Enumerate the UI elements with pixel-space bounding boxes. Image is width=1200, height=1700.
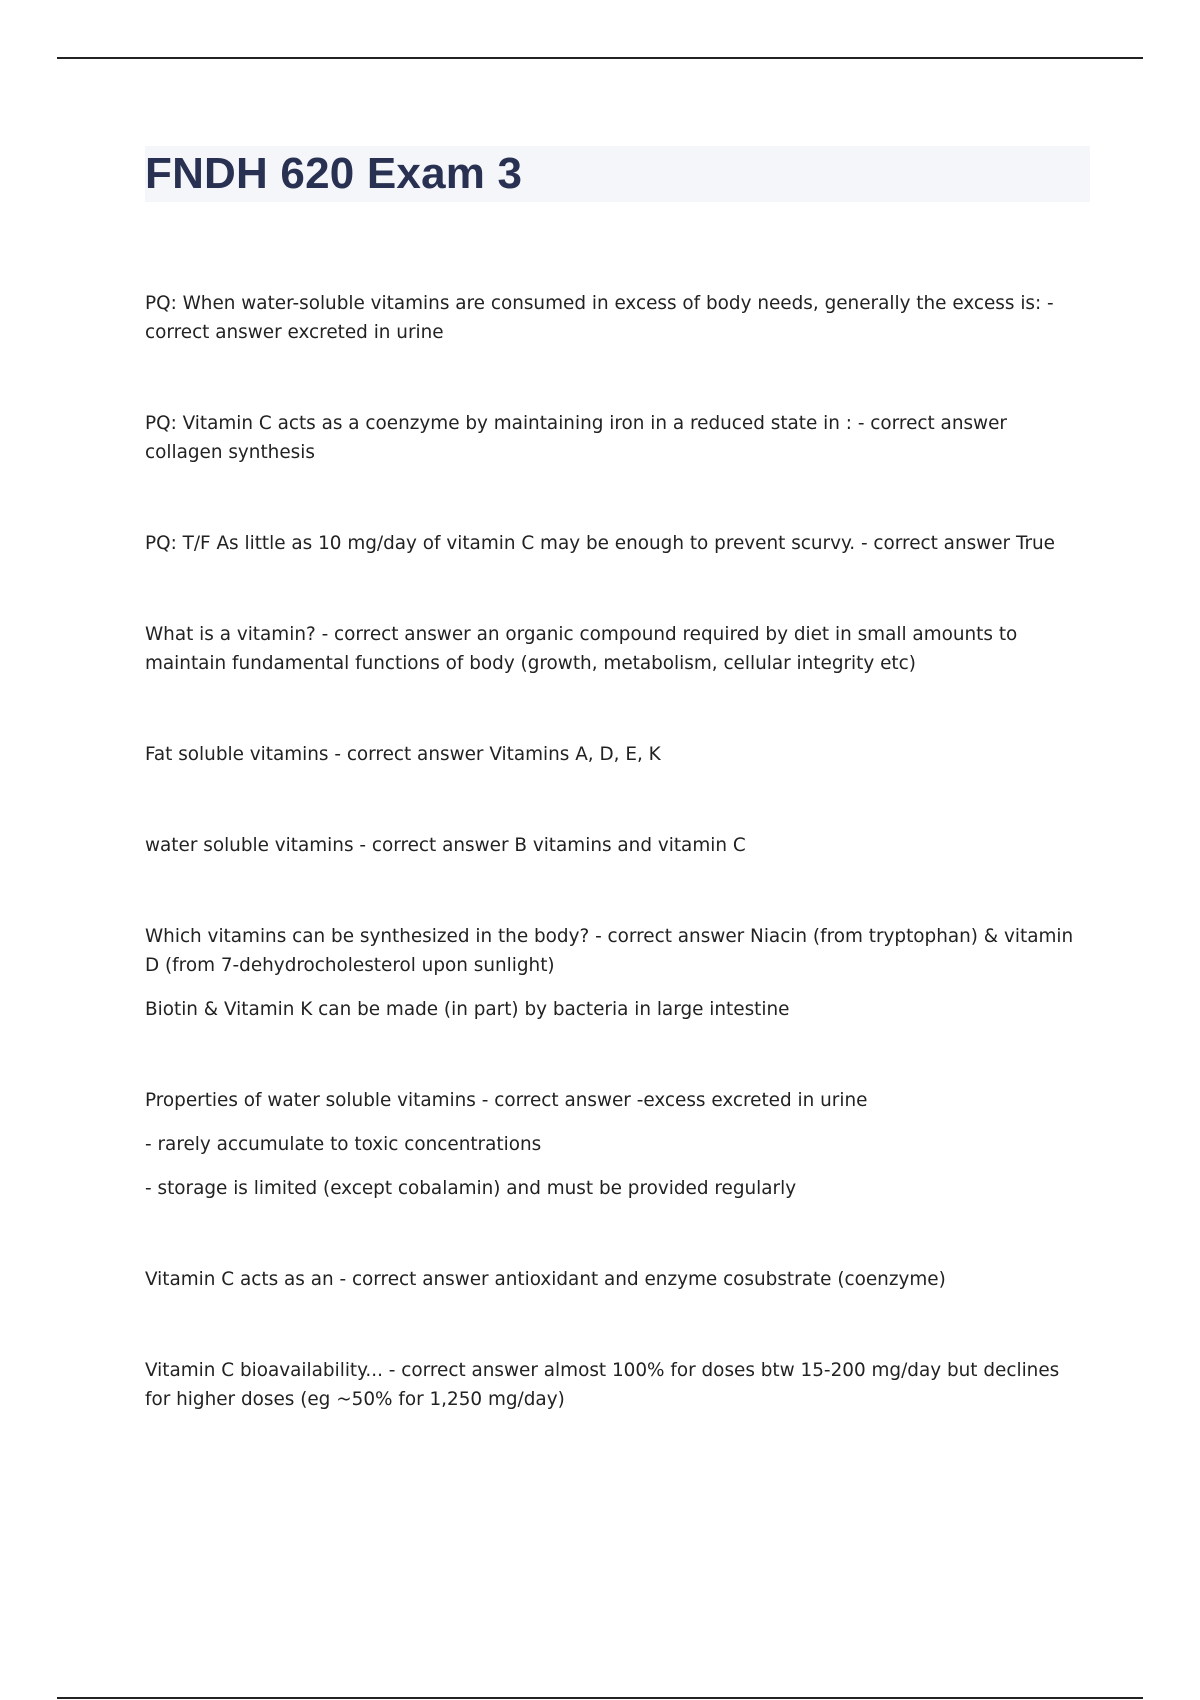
flashcard-text: Fat soluble vitamins - correct answer Vitamins A, D, E, K bbox=[145, 744, 661, 765]
flashcard-3 bbox=[145, 529, 1090, 558]
flashcard-text: - rarely accumulate to toxic concentrations bbox=[145, 1134, 542, 1155]
flashcard-8 bbox=[145, 1086, 1090, 1203]
flashcard-1 bbox=[145, 289, 1090, 347]
flashcard-text: Vitamin C acts as an - correct answer antioxidant and enzyme cosubstrate (coenzyme) bbox=[145, 1269, 946, 1290]
flashcard-9 bbox=[145, 1265, 1090, 1294]
flashcard-2 bbox=[145, 409, 1090, 467]
flashcard-text: PQ: T/F As little as 10 mg/day of vitamin C may be enough to prevent scurvy. - correct answer True bbox=[145, 533, 1056, 554]
flashcard-text: Biotin & Vitamin K can be made (in part) by bacteria in large intestine bbox=[145, 999, 790, 1020]
flashcard-10 bbox=[145, 1356, 1090, 1414]
flashcard-text: Which vitamins can be synthesized in the body? - correct answer Niacin (from tryptophan) & vitamin D (from 7-dehydrocholesterol upon sunlight) bbox=[145, 926, 1074, 976]
flashcard-text: Properties of water soluble vitamins - correct answer -excess excreted in urine bbox=[145, 1090, 868, 1111]
flashcard-4 bbox=[145, 620, 1090, 678]
flashcard-5 bbox=[145, 740, 1090, 769]
flashcard-text: Vitamin C bioavailability... - correct answer almost 100% for doses btw 15-200 mg/day but declines for higher doses (eg ~50% for 1,250 mg/day) bbox=[145, 1360, 1060, 1410]
flashcard-text: What is a vitamin? - correct answer an organic compound required by diet in small amounts to maintain fundamental functions of body (growth, metabolism, cellular integrity etc) bbox=[145, 624, 1018, 674]
flashcard-text: PQ: Vitamin C acts as a coenzyme by maintaining iron in a reduced state in : - correct answer collagen synthesis bbox=[145, 413, 1007, 463]
flashcard-list bbox=[145, 289, 1090, 1476]
bottom-rule bbox=[57, 1697, 1143, 1699]
top-rule bbox=[57, 57, 1143, 59]
flashcard-text: water soluble vitamins - correct answer B vitamins and vitamin C bbox=[145, 835, 746, 856]
page-title: FNDH 620 Exam 3 bbox=[145, 149, 523, 198]
flashcard-text: - storage is limited (except cobalamin) and must be provided regularly bbox=[145, 1178, 797, 1199]
flashcard-7 bbox=[145, 922, 1090, 1024]
flashcard-text: PQ: When water-soluble vitamins are consumed in excess of body needs, generally the excess is: - correct answer excreted in urine bbox=[145, 293, 1054, 343]
flashcard-6 bbox=[145, 831, 1090, 860]
